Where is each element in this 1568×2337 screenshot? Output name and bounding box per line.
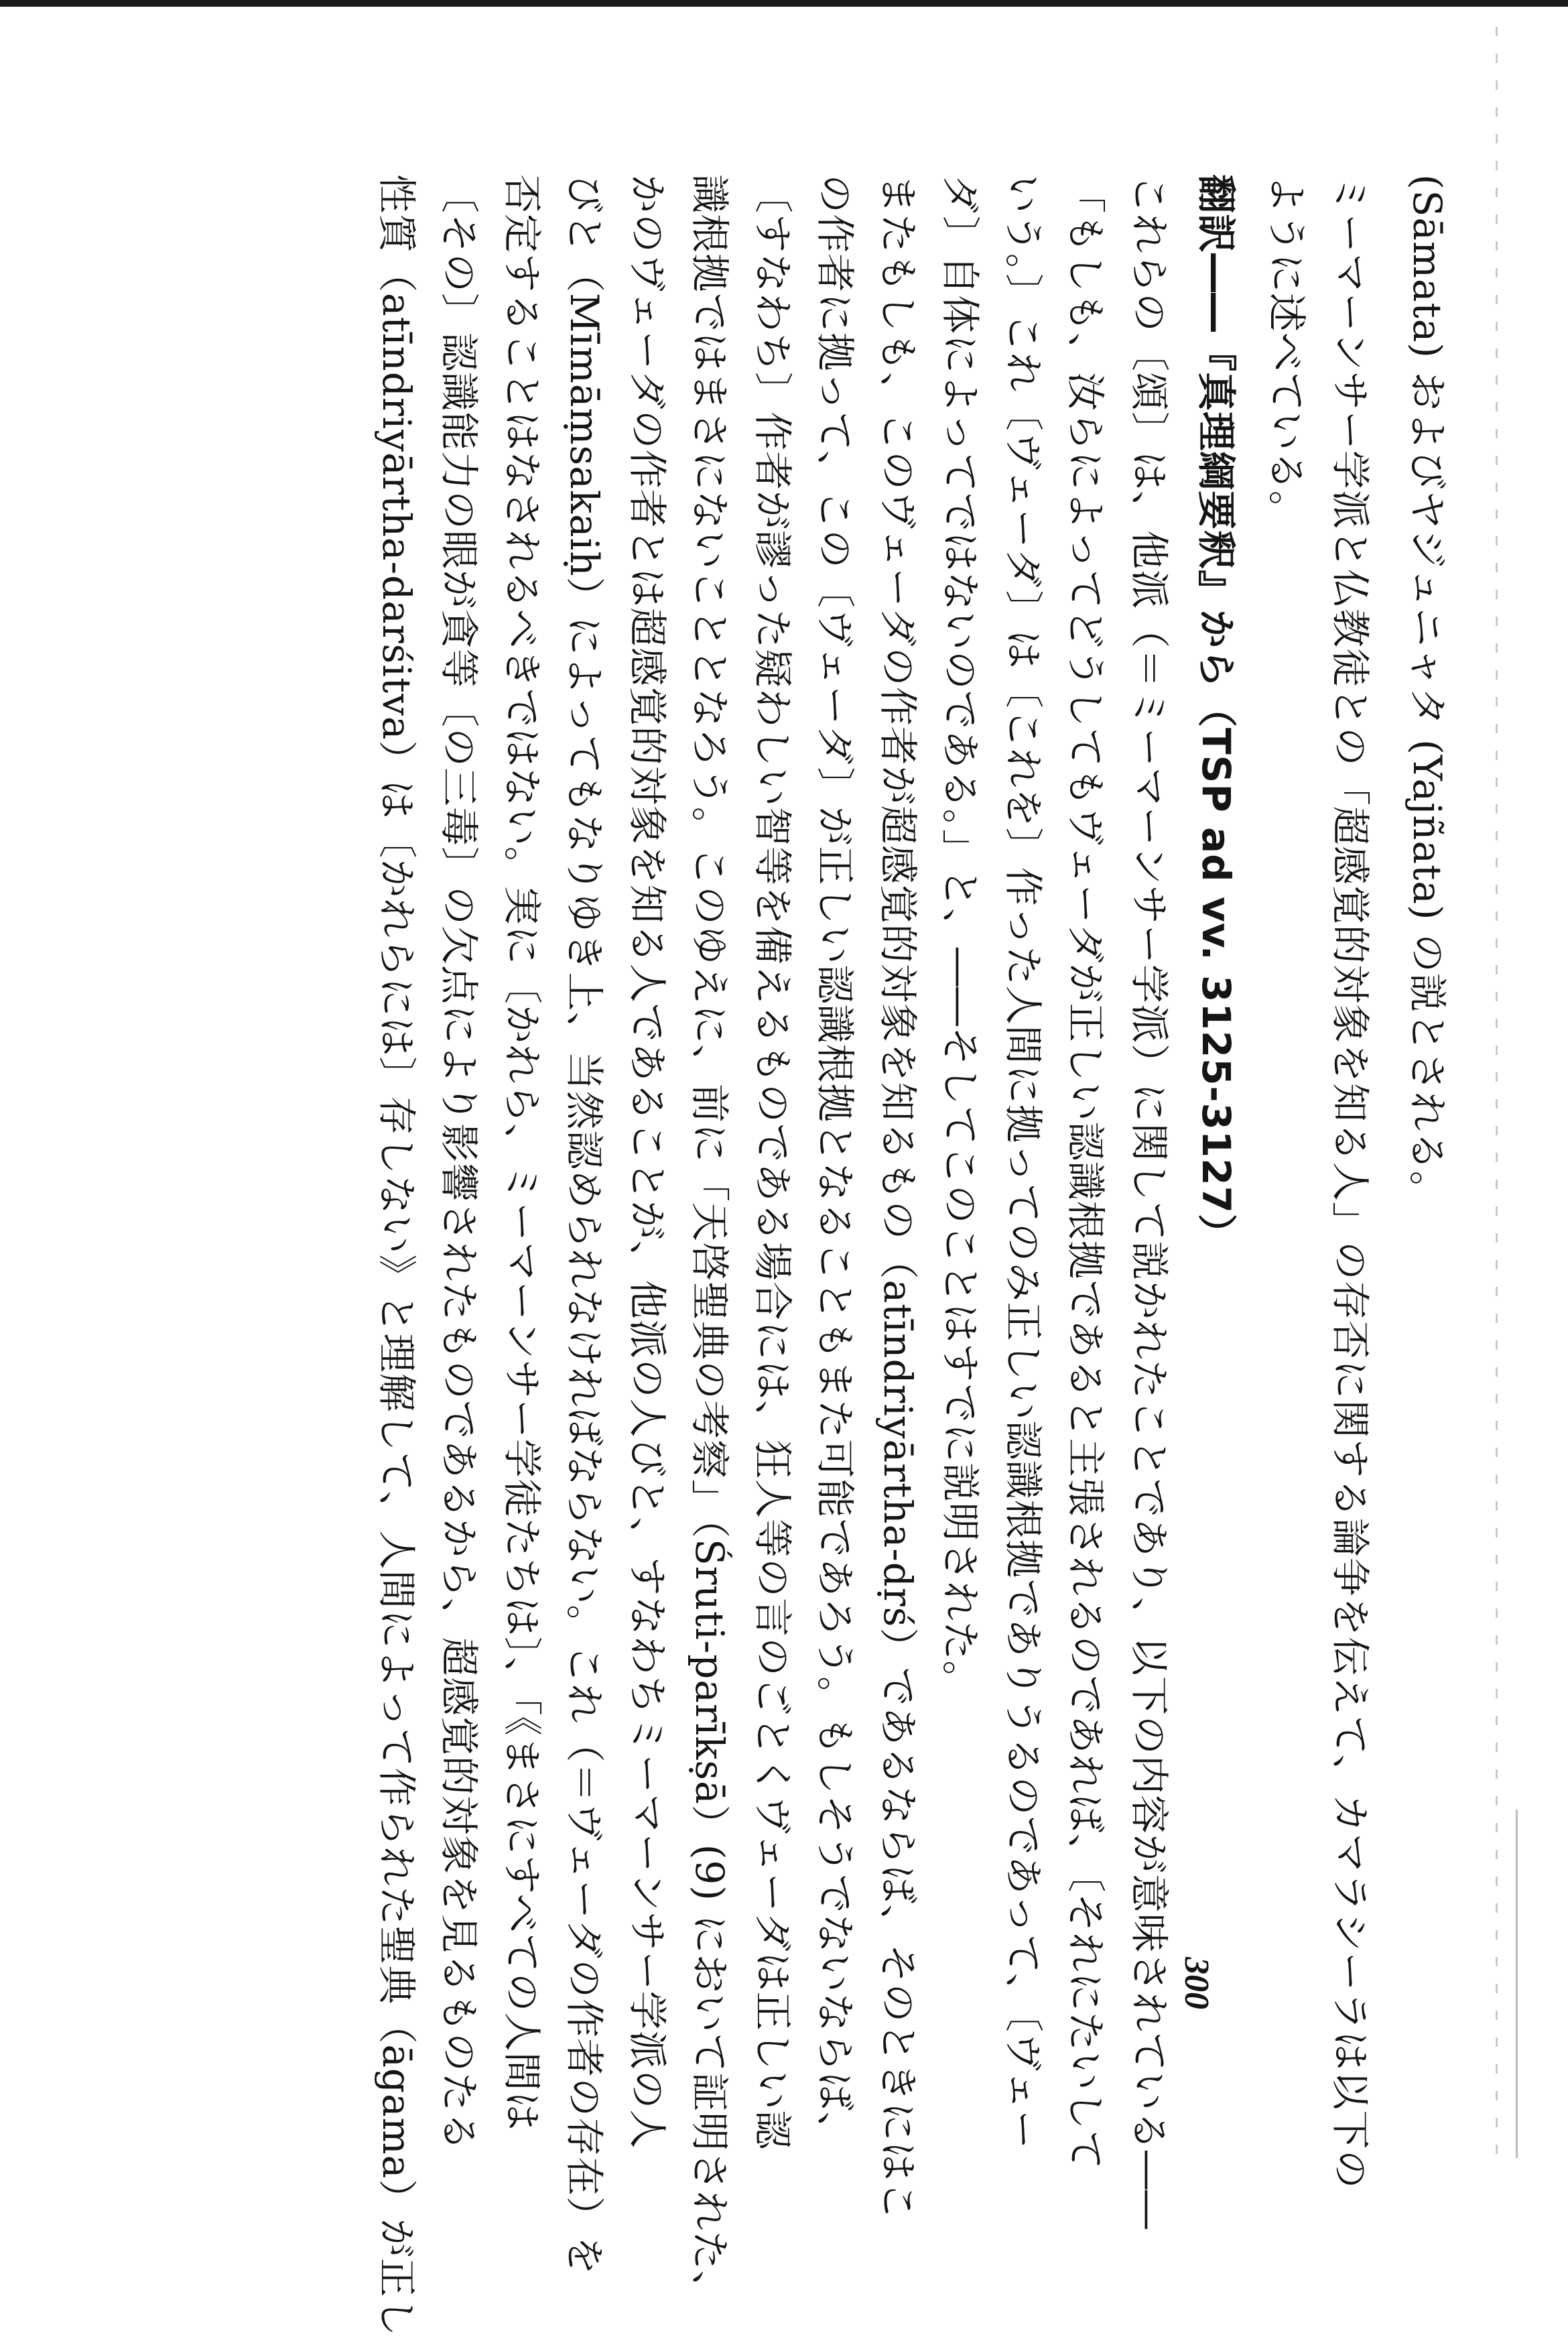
text-line: 〔その〕認識能力の眼が貪等〔の三毒〕の欠点により影響されたものであるから、超感覚的対象を見るものたる bbox=[436, 174, 482, 2152]
text-line: ミーマーンサー学派と仏教徒との「超感覚的対象を知る人」の存否に関する論争を伝えて、カマラシーラは以下の bbox=[1327, 174, 1373, 2190]
text-line: 〔すなわち〕作者が謬った疑わしい智等を備えるものである場合には、狂人等の言のごとくヴェーダは正しい認 bbox=[750, 174, 795, 2150]
text-line: 「もしも、汝らによってどうしてもヴェーダが正しい認識根拠であると主張されるのであれば、〔それにたいして bbox=[1063, 174, 1108, 2170]
text-line: 識根拠ではまさにないこととなろう。このゆえに、前に「天啓聖典の考察」（Śruti-parīkṣā）(9) において証明された、 bbox=[687, 174, 732, 2310]
text-line: びと（Mīmāṃsakaiḥ）によってもなりゆき上、当然認められなければならない。これ（＝ヴェーダの作者の存在）を bbox=[562, 174, 607, 2276]
text-line: (Sāmata) およびヤジュニャタ (Yajñata) の説とされる。 bbox=[1404, 174, 1450, 1211]
text-line: ダ〕自体によってではないのである。」と、――そしてこのことはすでに説明された。 bbox=[937, 174, 983, 1700]
text-line: いう。〕これ〔ヴェーダ〕は〔これを〕作った人間に拠ってのみ正しい認識根拠でありうるのであって、〔ヴェー bbox=[1000, 174, 1046, 2150]
text-line: これらの〔頌〕は、他派（＝ミーマーンサー学派）に関して説かれたことであり、以下の内容が意味されている―― bbox=[1126, 174, 1172, 2230]
text-line: の作者に拠って、この〔ヴェーダ〕が正しい認識根拠となることもまた可能であろう。もしそうでないならば、 bbox=[812, 174, 858, 2151]
text-line: またもしも、このヴェーダの作者が超感覚的対象を知るもの（atīndriyārtha-dṛś）であるならば、そのときにはこ bbox=[875, 174, 921, 2221]
text-line: ように述べている。 bbox=[1264, 174, 1309, 531]
text-line: 性質（atīndriyārtha-darśitva）は〔かれらには〕存しない》と理解して、人間によって作られた聖典（āgama）が正し bbox=[374, 174, 419, 2337]
text-line: 否定することはなされるべきではない。実に〔かれら、ミーマーンサー学徒たちは〕、「《まさにすべての人間は bbox=[499, 174, 545, 2131]
text-line: かのヴェーダの作者とは超感覚的対象を知る人であることが、他派の人びと、すなわちミーマーンサー学派の人 bbox=[625, 174, 670, 2149]
section-heading: 翻訳――『真理綱要釈』から（TSP ad vv. 3125-3127） bbox=[1193, 174, 1239, 1253]
page-number: 300 bbox=[1177, 1957, 1216, 2009]
